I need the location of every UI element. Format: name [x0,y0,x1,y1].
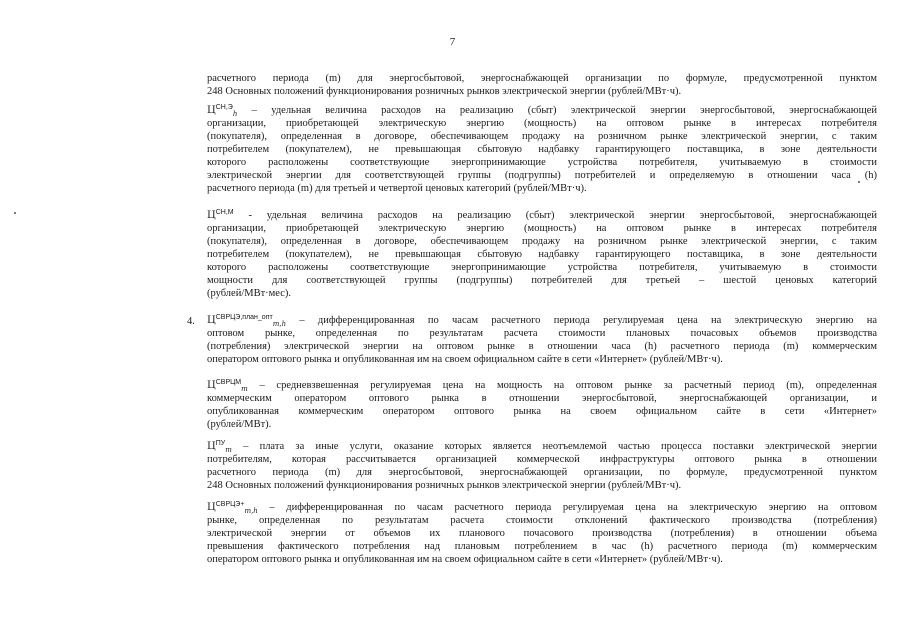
text-line: потребителем (покупателем), не превышающая сбытовую надбавку гарантирующего поставщика, в зоне деятельности [207,249,877,260]
text-line: расчетного периода (m) для энергосбытовой, энергоснабжающей организации, по формуле, предусмотренной пунктом [207,467,877,478]
text-line: $Ц^{СН,Э}_h$ – удельная величина расходов на реализацию (сбыт) электрической энергии энергосбытовой, энергоснабжающей [207,104,877,118]
paragraph [207,209,877,300]
paragraph [207,104,877,195]
formula-symbol: $Ц^{СН,Э}_h$ [207,104,238,118]
paragraph [207,72,877,98]
formula-symbol: $Ц^{СВРЦЭ+}_{m,h}$ [207,501,258,515]
text-line: $Ц^{СН,М}$ - удельная величина расходов на реализацию (сбыт) электрической энергии энергосбытовой, энергоснабжающей [207,209,877,221]
text-line: $Ц^{СВРЦМ}_m$ – средневзвешенная регулируемая цена на мощность на оптовом рынке за расчетный период (m), определенная [207,379,877,393]
list-item-number: 4. [187,316,195,327]
text-line: оператором оптового рынка и опубликованная им на своем официальном сайте в сети «Интернет» (рублей/МВт·ч). [207,554,723,565]
paragraph [207,501,877,566]
paragraph [207,440,877,492]
text-line: $Ц^{СВРЦЭ+}_{m,h}$ – дифференцированная по часам расчетного периода регулируемая цена на электрическую энергию на оптовом [207,501,877,515]
text-line: $Ц^{ПУ}_m$ – плата за иные услуги, оказание которых является неотъемлемой частью процесса поставки электрической энергии [207,440,877,454]
text-line: потребителям, которая рассчитывается организацией коммерческой инфраструктуры оптового рынка в отношении [207,454,877,465]
text-line: (рублей/МВт). [207,419,272,430]
text-line: 248 Основных положений функционирования розничных рынков электрической энергии (рублей/МВт·ч). [207,480,682,491]
text-line: оператором оптового рынка и опубликованная им на своем официальном сайте в сети «Интернет» (рублей/МВт·ч). [207,354,723,365]
text-line: коммерческим оператором оптового рынка в отношении энергосбытовой, энергоснабжающей организации, и [207,393,877,404]
formula-symbol: $Ц^{СН,М}$ [207,209,234,221]
paragraph [207,379,877,431]
text-line: электрической энергии для соответствующей группы (подгруппы) потребителей и определяемую в отношении часа (h) [207,170,877,181]
formula-symbol: $Ц^{ПУ}_m$ [207,440,232,454]
text-line: рынке, определенная по результатам расчета стоимости отклонений фактического производства (потребления) [207,515,877,526]
text-line: потребителем (покупателем), не превышающая сбытовую надбавку гарантирующего поставщика, в зоне деятельности [207,144,877,155]
text-line: 248 Основных положений функционирования розничных рынков электрической энергии (рублей/МВт·ч). [207,86,682,97]
text-line: электрической энергии от объемов их планового почасового производства (потребления) в отношении объема [207,528,877,539]
text-line: организации, приобретающей электрическую энергию (мощность) на оптовом рынке в интересах потребителя [207,118,877,129]
text-line: (покупателя), определенная в договоре, обеспечивающем продажу на розничном рынке электрической энергии, с таким [207,236,877,247]
text-line: расчетного периода (m) для третьей и четвертой ценовых категорий (рублей/МВт·ч). [207,183,587,194]
text-line: опубликованная коммерческим оператором оптового рынка на своем официальном сайте в сети «Интернет» [207,406,877,417]
text-line: (потребления) электрической энергии на оптовом рынке в отношении часа (h) расчетного периода (m) коммерческим [207,341,877,352]
formula-symbol: $Ц^{СВРЦЭ,план\_опт}_{m,h}$ [207,314,287,328]
paragraph [207,314,877,366]
text-line: организации, приобретающей электрическую энергию (мощность) на оптовом рынке в интересах потребителя [207,223,877,234]
text-line: превышения фактического потребления над плановым потреблением в час (h) расчетного периода (m) коммерческим [207,541,877,552]
page-number: 7 [449,36,456,48]
text-line: расчетного периода (m) для энергосбытовой, энергоснабжающей организации по формуле, предусмотренной пунктом [207,73,877,84]
formula-symbol: $Ц^{СВРЦМ}_m$ [207,379,248,393]
text-line: которого расположены соответствующие энергопринимающие устройства потребителя, учитываемую в стоимости [207,262,877,273]
scan-dot [14,212,16,214]
text-line: которого расположены соответствующие энергопринимающие устройства потребителя, учитываемую в стоимости [207,157,877,168]
text-line: оптовом рынке, определенная по результатам расчета стоимости плановых почасовых объемов производства [207,328,877,339]
text-line: (покупателя), определенная в договоре, обеспечивающем продажу на розничном рынке электрической энергии, с таким [207,131,877,142]
text-line: мощности для соответствующей группы (подгруппы) потребителей для третьей – шестой ценовых категорий [207,275,877,286]
text-line: (рублей/МВт·мес). [207,288,292,299]
text-line: $Ц^{СВРЦЭ,план\_опт}_{m,h}$ – дифференцированная по часам расчетного периода регулируемая цена на электрическую энергию на [207,314,877,328]
